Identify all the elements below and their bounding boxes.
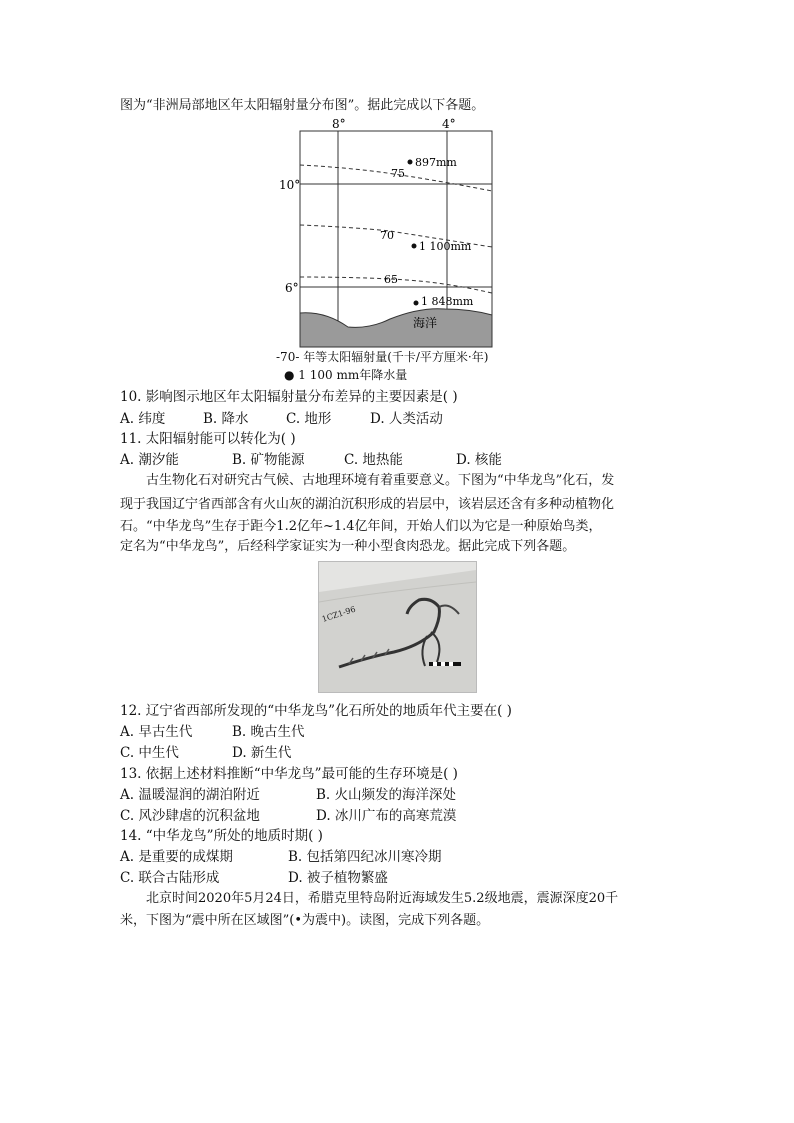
q14-option-b[interactable]: B. 包括第四纪冰川寒冷期	[288, 849, 442, 865]
q11-stem: 11. 太阳辐射能可以转化为( )	[120, 431, 296, 447]
map-legend-precip: ● 1 100 mm年降水量	[284, 368, 408, 382]
passage3-line-2: 米，下图为“震中所在区域图”(•为震中)。读图，完成下列各题。	[120, 913, 490, 928]
precip-label-3: 1 848mm	[421, 295, 474, 308]
passage2-line-2: 现于我国辽宁省西部含有火山灰的湖泊沉积形成的岩层中，该岩层还含有多种动植物化	[120, 497, 615, 512]
q12-option-a[interactable]: A. 早古生代	[120, 724, 193, 740]
fossil-tag: 1CZ1-96	[320, 604, 357, 624]
q10-option-d[interactable]: D. 人类活动	[370, 411, 443, 427]
q10-stem: 10. 影响图示地区年太阳辐射量分布差异的主要因素是( )	[120, 389, 458, 405]
passage3-line-1: 北京时间2020年5月24日，希腊克里特岛附近海域发生5.2级地震，震源深度20千	[146, 891, 619, 906]
fossil-illustration	[319, 562, 476, 692]
isoline-label-75: 75	[391, 167, 405, 180]
lon-label-8: 8°	[332, 117, 346, 131]
precip-point-1	[408, 160, 413, 165]
q11-option-b[interactable]: B. 矿物能源	[232, 452, 305, 468]
passage2-line-1: 古生物化石对研究古气候、古地理环境有着重要意义。下图为“中华龙鸟”化石，发	[146, 473, 615, 488]
fossil-photo	[318, 561, 477, 693]
solar-radiation-map	[270, 117, 510, 357]
ocean-label: 海洋	[413, 316, 438, 330]
q14-option-a[interactable]: A. 是重要的成煤期	[120, 849, 233, 865]
lon-label-4: 4°	[442, 117, 456, 131]
q11-option-c[interactable]: C. 地热能	[344, 452, 403, 468]
q13-option-b[interactable]: B. 火山频发的海洋深处	[316, 787, 457, 803]
q13-stem: 13. 依据上述材料推断“中华龙鸟”最可能的生存环境是( )	[120, 766, 458, 782]
ocean-area	[300, 309, 492, 347]
isoline-label-70: 70	[380, 229, 394, 242]
lat-label-10: 10°	[279, 178, 301, 192]
isoline-label-65: 65	[384, 273, 398, 286]
q12-option-d[interactable]: D. 新生代	[232, 745, 292, 761]
passage2-line-3: 石。“中华龙鸟”生存于距今1.2亿年~1.4亿年间，开始人们以为它是一种原始鸟类，	[120, 519, 602, 534]
q13-option-a[interactable]: A. 温暖湿润的湖泊附近	[120, 787, 260, 803]
q10-option-c[interactable]: C. 地形	[286, 411, 332, 427]
q10-option-b[interactable]: B. 降水	[203, 411, 249, 427]
q12-stem: 12. 辽宁省西部所发现的“中华龙鸟”化石所处的地质年代主要在( )	[120, 703, 512, 719]
map-legend-isoline: -70- 年等太阳辐射量(千卡/平方厘米·年)	[276, 350, 489, 364]
precip-point-2	[412, 244, 417, 249]
q13-option-c[interactable]: C. 风沙肆虐的沉积盆地	[120, 808, 260, 824]
q10-option-a[interactable]: A. 纬度	[120, 411, 166, 427]
precip-point-3	[414, 301, 419, 306]
precip-label-2: 1 100mm	[419, 240, 472, 253]
lat-label-6: 6°	[285, 281, 299, 295]
q14-option-d[interactable]: D. 被子植物繁盛	[288, 870, 388, 886]
q13-option-d[interactable]: D. 冰川广布的高寒荒漠	[316, 808, 457, 824]
intro-text: 图为“非洲局部地区年太阳辐射量分布图”。据此完成以下各题。	[120, 98, 485, 113]
q11-option-a[interactable]: A. 潮汐能	[120, 452, 179, 468]
q14-option-c[interactable]: C. 联合古陆形成	[120, 870, 220, 886]
q12-option-c[interactable]: C. 中生代	[120, 745, 179, 761]
passage2-line-4: 定名为“中华龙鸟”，后经科学家证实为一种小型食肉恐龙。据此完成下列各题。	[120, 539, 576, 554]
precip-label-1: 897mm	[415, 156, 457, 169]
q14-stem: 14. “中华龙鸟”所处的地质时期( )	[120, 828, 323, 844]
q12-option-b[interactable]: B. 晚古生代	[232, 724, 305, 740]
q11-option-d[interactable]: D. 核能	[456, 452, 502, 468]
